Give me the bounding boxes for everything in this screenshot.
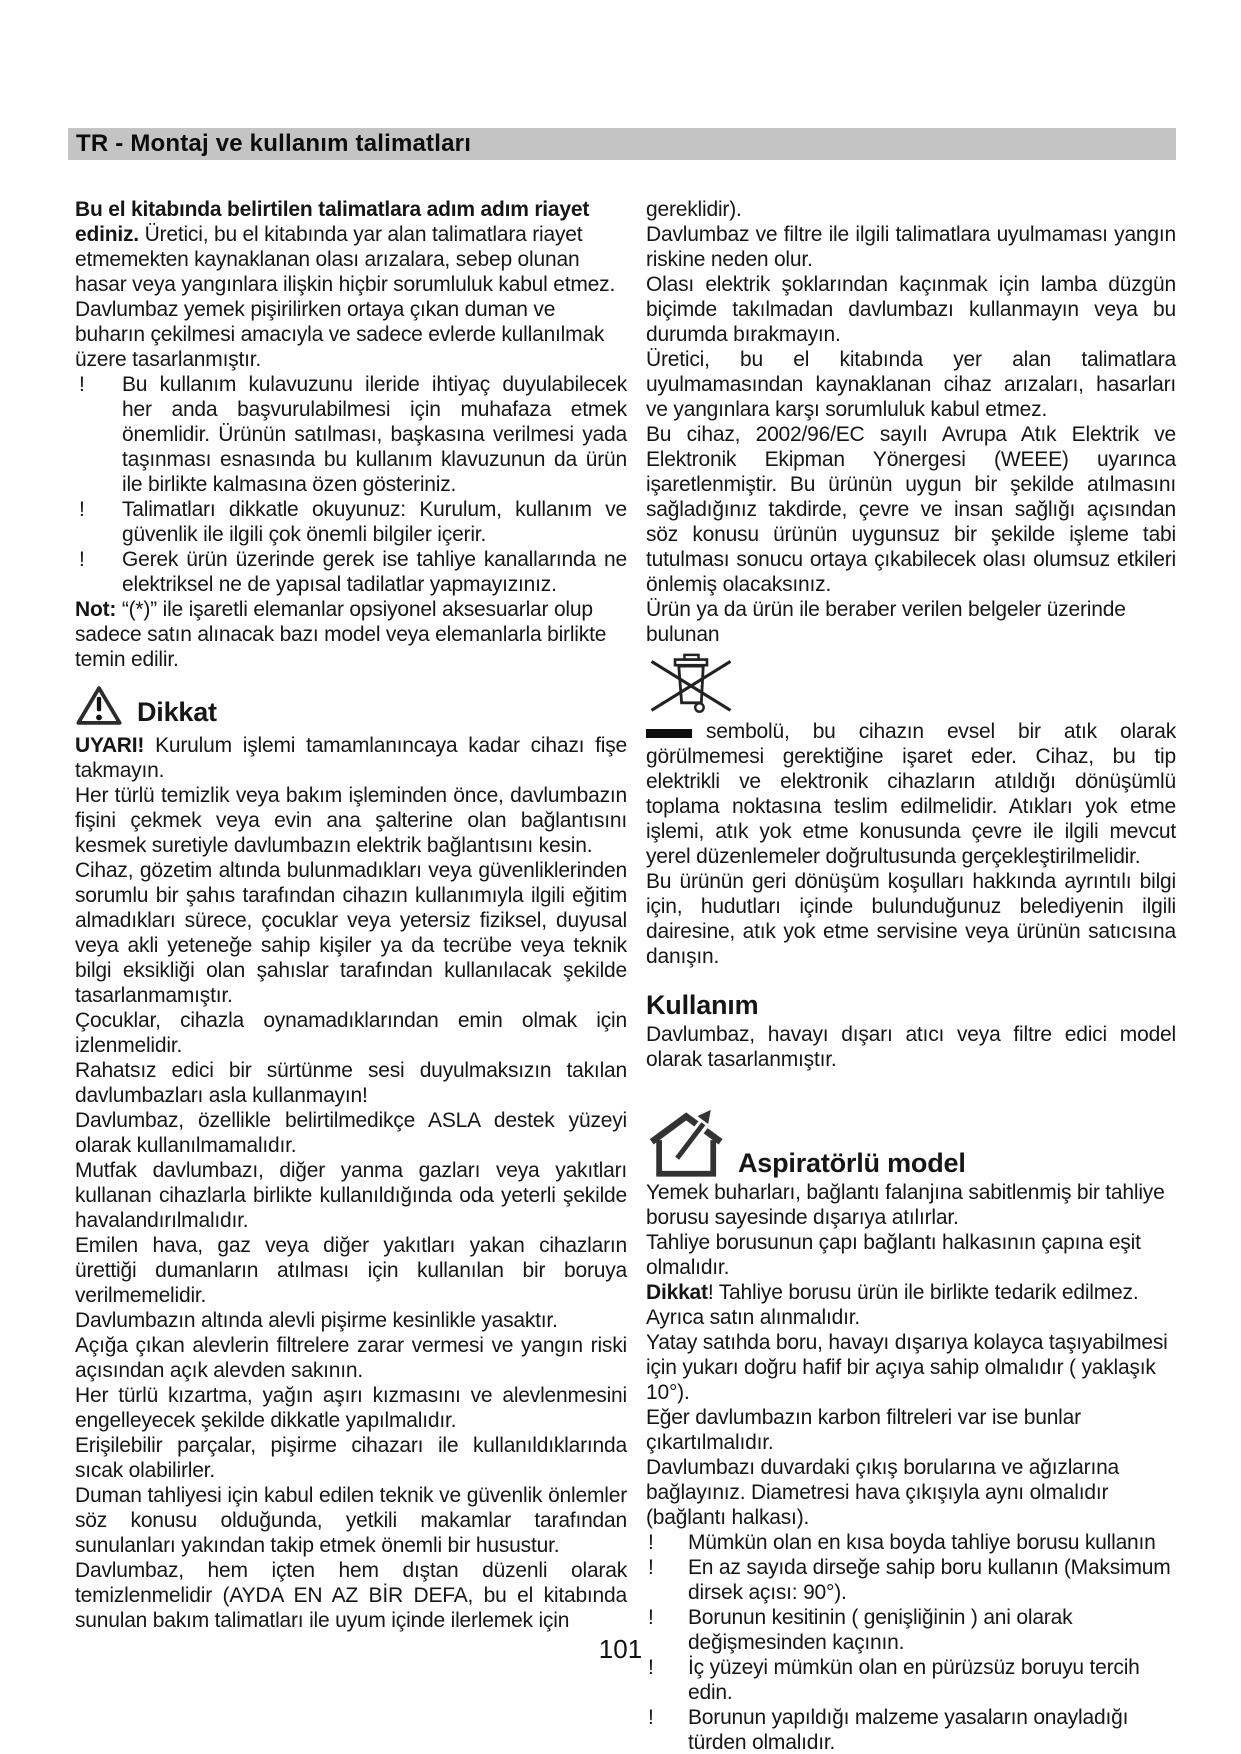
bullet-text: Gerek ürün üzerinde gerek ise tahliye kanallarında ne elektriksel ne de yapısal tadilatlar yapmayızınız. <box>122 548 627 596</box>
bullet-marker: ! <box>648 1706 654 1729</box>
intro-paragraph <box>75 197 627 297</box>
warning-rest: Kurulum işlemi tamamlanıncaya kadar cihazı fişe takmayın. <box>75 734 627 782</box>
left-column <box>75 197 627 1754</box>
electric-shock-paragraph: Olası elektrik şoklarından kaçınmak için lamba düzgün biçimde takılmadan davlumbazı kullanmayın veya bu durumda bırakmayın. <box>646 273 1176 346</box>
page-header-bar <box>68 128 1176 160</box>
page-title: TR - Montaj ve kullanım talimatları <box>76 130 472 157</box>
note-text: “(*)” ile işaretli elemanlar opsiyonel aksesuarlar olup sadece satın alınacak bazı model veya elemanlarla birlikte temin edilir. <box>75 598 607 671</box>
weee-bin-icon <box>646 653 1176 715</box>
caution-heading: Dikkat <box>137 697 217 727</box>
symbol-intro-paragraph: Ürün ya da ürün ile beraber verilen belgeler üzerinde bulunan <box>646 598 1126 646</box>
weee-underline-bar <box>646 729 692 738</box>
caution-heading-row <box>75 684 627 727</box>
weee-symbol-text: sembolü, bu cihazın evsel bir atık olarak görülmemesi gerektiğine işaret eder. Cihaz, bu tip elektrikli ve elektronik cihazların atıldığı dönüşümlü toplama noktasına teslim edilmelidir. Atıkları yok etme işlemi, atık yok etme konusunda çevre ile ilgili mevcut yerel düzenlemeler doğrultusunda gerçekleştirilmelidir. <box>646 720 1176 868</box>
exhaust-paragraph: Eğer davlumbazın karbon filtreleri var ise bunlar çıkartılmalıdır. <box>646 1406 1081 1454</box>
safety-paragraph: Açığa çıkan alevlerin filtrelere zarar vermesi ve yangın riski açısından açık alevden sakının. <box>75 1334 627 1382</box>
exhaust-house-icon <box>646 1104 728 1178</box>
safety-paragraph: Her türlü temizlik veya bakım işleminden önce, davlumbazın fişini çekmek veya evin ana şalterine olan bağlantısını kesmek suretiyle davlumbazın elektrik bağlantısını kesin. <box>75 784 627 857</box>
keep-manual-bullet <box>75 372 627 497</box>
warning-bold-lead: UYARI! <box>75 734 145 757</box>
bullet-text: Bu kullanım kulavuzunu ileride ihtiyaç duyulabilecek her anda başvurulabilmesi için muhafaza etmek önemlidir. Ürünün satılması, başkasına verilmesi yada taşınması esnasında bu kullanım klavuzunun da ürün ile birlikte kalmasına özen gösteriniz. <box>122 373 627 496</box>
attention-rest: ! Tahliye borusu ürün ile birlikte tedarik edilmez. Ayrıca satın alınmalıdır. <box>646 1281 1139 1329</box>
bullet-marker: ! <box>79 548 85 571</box>
duct-bullet <box>646 1705 1176 1754</box>
safety-paragraph: Davlumbaz, hem içten hem dıştan düzenli olarak temizlenmelidir (AYDA EN AZ BİR DEFA, bu el kitabında sunulan bakım talimatları ile uyum içinde ilerlemek için <box>75 1559 627 1632</box>
bullet-marker: ! <box>79 498 85 521</box>
safety-paragraph: Her türlü kızartma, yağın aşırı kızmasını ve alevlenmesini engelleyecek şekilde dikkatle yapılmalıdır. <box>75 1384 627 1432</box>
bullet-marker: ! <box>648 1606 654 1629</box>
no-modifications-bullet <box>75 547 627 597</box>
exhaust-model-heading-row <box>646 1104 1176 1178</box>
safety-paragraph: Davlumbaz, özellikle belirtilmedikçe ASLA destek yüzeyi olarak kullanılmamalıdır. <box>75 1109 627 1157</box>
safety-paragraph: Çocuklar, cihazla oynamadıklarından emin olmak için izlenmelidir. <box>75 1009 627 1057</box>
warning-paragraph <box>75 733 627 783</box>
right-column <box>646 197 1176 1754</box>
safety-paragraph: Davlumbazın altında alevli pişirme kesinlikle yasaktır. <box>75 1309 558 1332</box>
safety-paragraph: Cihaz, gözetim altında bulunmadıkları veya güvenliklerinden sorumlu bir şahıs tarafından cihazın kullanımıyla ilgili eğitim almadıkları sürece, çocuklar veya yetersiz fiziksel, duyusal veya akli yeteneğe sahip kişiler ya da tecrübe veya teknik bilgi eksikliği olan şahıslar tarafından kullanılacak şekilde tasarlanmamıştır. <box>75 859 627 1007</box>
purpose-paragraph: Davlumbaz yemek pişirilirken ortaya çıkan duman ve buharın çekilmesi amacıyla ve sadece evlerde kullanılmak üzere tasarlanmıştır. <box>75 298 605 371</box>
bullet-marker: ! <box>79 373 85 396</box>
duct-bullet <box>646 1530 1176 1555</box>
usage-heading: Kullanım <box>646 990 759 1020</box>
bullet-marker: ! <box>648 1656 654 1679</box>
recycling-info-paragraph: Bu ürünün geri dönüşüm koşulları hakkında ayrıntılı bilgi için, hudutları içinde bulunduğunuz belediyenin ilgili dairesine, atık yok etme servisine veya ürünün satıcısına danışın. <box>646 870 1176 968</box>
bullet-text: Borunun yapıldığı malzeme yasaların onayladığı türden olmalıdır. <box>688 1706 1129 1754</box>
exhaust-paragraph: Davlumbazı duvardaki çıkış borularına ve ağızlarına bağlayınız. Diametresi hava çıkışıyla aynı olmalıdır (bağlantı halkası). <box>646 1456 1120 1529</box>
intro-rest: Üretici, bu el kitabında yar alan talimatlara riayet etmemekten kaynaklanan olası arızalara, sebep olunan hasar veya yangınlara ilişkin hiçbir sorumluluk kabul etmez. <box>75 223 616 296</box>
fire-risk-paragraph: Davlumbaz ve filtre ile ilgili talimatlara uyulmaması yangın riskine neden olur. <box>646 223 1176 271</box>
safety-paragraph: Duman tahliyesi için kabul edilen teknik ve güvenlik önlemler söz konusu olduğunda, yetkili makamlar tarafından sunulanları yakından takip etmek önemli bir husustur. <box>75 1484 627 1557</box>
safety-paragraph: Emilen hava, gaz veya diğer yakıtları yakan cihazların ürettiği dumanların atılması için kullanılan bir boruya verilmemelidir. <box>75 1234 627 1307</box>
page-number: 101 <box>598 1634 643 1664</box>
weee-directive-paragraph: Bu cihaz, 2002/96/EC sayılı Avrupa Atık Elektrik ve Elektronik Ekipman Yönergesi (WEEE) uyarınca işaretlenmiştir. Bu ürünün uygun bir şekilde atılmasını sağladığınız takdirde, çevre ve insan sağlığı açısından söz konusu ürünün uygunsuz bir şekilde işleme tabi tutulması sonucu ortaya çıkabilecek olası olumsuz etkileri önlemiş olacaksınız. <box>646 423 1176 596</box>
exhaust-paragraph: Yatay satıhda boru, havayı dışarıya kolayca taşıyabilmesi için yukarı doğru hafif bir açıya sahip olmalıdır ( yaklaşık 10°). <box>646 1331 1168 1404</box>
exhaust-paragraph: Yemek buharları, bağlantı falanjına sabitlenmiş bir tahliye borusu sayesinde dışarıya atılırlar. <box>646 1181 1165 1229</box>
bullet-text: En az sayıda dirseğe sahip boru kullanın (Maksimum dirsek açısı: 90°). <box>688 1556 1171 1604</box>
exhaust-paragraph: Tahliye borusunun çapı bağlantı halkasının çapına eşit olmalıdır. <box>646 1231 1141 1279</box>
bullet-marker: ! <box>648 1556 654 1579</box>
exhaust-model-heading: Aspiratörlü model <box>738 1148 966 1178</box>
note-paragraph <box>75 597 627 672</box>
liability-paragraph: Üretici, bu el kitabında yer alan talimatlara uyulmamasından kaynaklanan cihaz arızaları, hasarları ve yangınlara karşı sorumluluk kabul etmez. <box>646 348 1176 421</box>
safety-paragraph: Rahatsız edici bir sürtünme sesi duyulmaksızın takılan davlumbazları asla kullanmayın! <box>75 1059 627 1107</box>
intro-bold-lead: Bu el kitabında belirtilen talimatlara adım adım riayet ediniz. <box>75 198 590 246</box>
continuation-paragraph: gereklidir). <box>646 198 742 221</box>
usage-paragraph: Davlumbaz, havayı dışarı atıcı veya filtre edici model olarak tasarlanmıştır. <box>646 1023 1176 1071</box>
bullet-text: Borunun kesitinin ( genişliğinin ) ani olarak değişmesinden kaçının. <box>688 1606 1073 1654</box>
bullet-marker: ! <box>648 1531 654 1554</box>
bullet-text: İç yüzeyi mümkün olan en pürüzsüz boruyu tercih edin. <box>688 1656 1140 1704</box>
note-label: Not: <box>75 598 117 621</box>
attention-bold-lead: Dikkat <box>646 1281 708 1304</box>
two-column-layout <box>75 197 1176 1754</box>
warning-triangle-icon <box>75 684 123 727</box>
weee-symbol-paragraph <box>646 719 1176 869</box>
read-instructions-bullet <box>75 497 627 547</box>
safety-paragraph: Mutfak davlumbazı, diğer yanma gazları veya yakıtları kullanan cihazlarla birlikte kullanıldığında oda yeterli şekilde havalandırılmalıdır. <box>75 1159 627 1232</box>
exhaust-attention-paragraph <box>646 1280 1176 1330</box>
safety-paragraph: Erişilebilir parçalar, pişirme cihazarı ile kullanıldıklarında sıcak olabilirler. <box>75 1434 627 1482</box>
bullet-text: Mümkün olan en kısa boyda tahliye borusu kullanın <box>688 1531 1156 1554</box>
bullet-text: Talimatları dikkatle okuyunuz: Kurulum, kullanım ve güvenlik ile ilgili çok önemli bilgiler içerir. <box>122 498 627 546</box>
duct-bullet <box>646 1555 1176 1605</box>
